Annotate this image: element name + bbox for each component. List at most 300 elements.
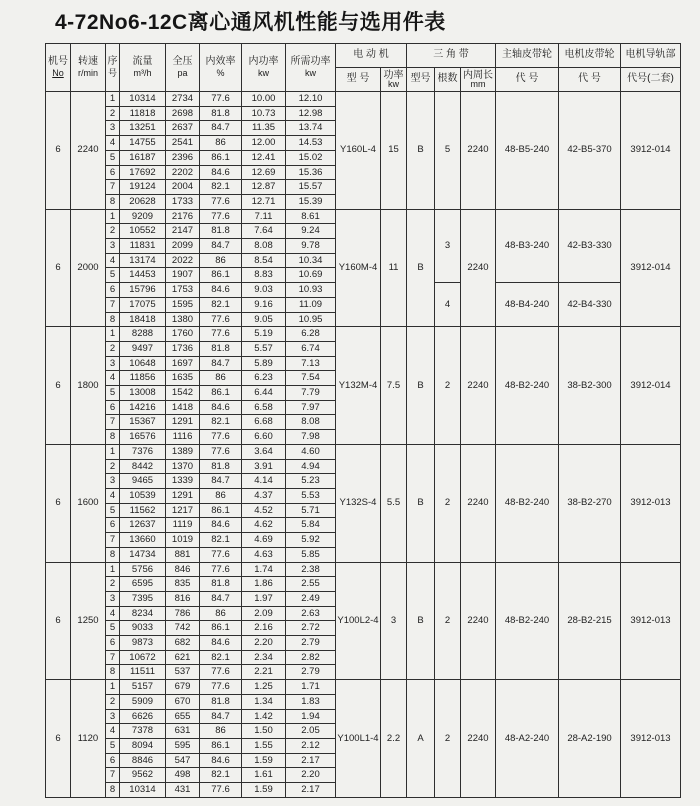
header-speed	[71, 44, 106, 92]
header-internal-power	[242, 44, 286, 92]
motor-pulley-code: 38-B2-300	[559, 327, 621, 445]
header-belt-count	[435, 68, 461, 92]
flow-m3h: 14453	[120, 268, 166, 283]
header-seq	[106, 44, 120, 92]
efficiency-pct: 82.1	[200, 533, 242, 548]
internal-power-kw: 6.23	[242, 371, 286, 386]
header-efficiency-line: %	[216, 67, 225, 78]
flow-m3h: 13008	[120, 386, 166, 401]
header-required-power-line: kw	[305, 67, 316, 78]
internal-power-kw: 4.62	[242, 518, 286, 533]
required-power-kw: 15.39	[286, 194, 336, 209]
required-power-kw: 7.98	[286, 430, 336, 445]
header-motor-pulley-group	[559, 44, 621, 68]
flow-m3h: 9562	[120, 768, 166, 783]
efficiency-pct: 86.1	[200, 386, 242, 401]
pressure-pa: 1736	[166, 341, 200, 356]
belt-count: 2	[435, 680, 461, 798]
belt-count: 2	[435, 444, 461, 562]
seq-no: 7	[106, 180, 120, 195]
internal-power-kw: 2.16	[242, 621, 286, 636]
pressure-pa: 786	[166, 606, 200, 621]
efficiency-pct: 84.7	[200, 356, 242, 371]
internal-power-kw: 5.57	[242, 341, 286, 356]
efficiency-pct: 86	[200, 253, 242, 268]
flow-m3h: 11562	[120, 503, 166, 518]
pressure-pa: 1019	[166, 533, 200, 548]
required-power-kw: 7.54	[286, 371, 336, 386]
seq-no: 2	[106, 106, 120, 121]
flow-m3h: 14755	[120, 136, 166, 151]
internal-power-kw: 4.63	[242, 547, 286, 562]
efficiency-pct: 86.1	[200, 738, 242, 753]
internal-power-kw: 1.42	[242, 709, 286, 724]
seq-no: 4	[106, 371, 120, 386]
pressure-pa: 655	[166, 709, 200, 724]
flow-m3h: 18418	[120, 312, 166, 327]
efficiency-pct: 84.7	[200, 239, 242, 254]
header-vbelt-group	[407, 44, 496, 68]
efficiency-pct: 81.8	[200, 224, 242, 239]
required-power-kw: 7.97	[286, 400, 336, 415]
flow-m3h: 5157	[120, 680, 166, 695]
header-motor-model	[336, 68, 381, 92]
motor-pulley-code: 42-B4-330	[559, 283, 621, 327]
data-row	[46, 680, 681, 695]
efficiency-pct: 81.8	[200, 341, 242, 356]
pressure-pa: 1291	[166, 488, 200, 503]
rail-code: 3912-013	[621, 562, 681, 680]
seq-no: 3	[106, 356, 120, 371]
motor-power-kw: 5.5	[381, 444, 407, 562]
motor-power-kw: 3	[381, 562, 407, 680]
internal-power-kw: 4.52	[242, 503, 286, 518]
required-power-kw: 15.36	[286, 165, 336, 180]
internal-power-kw: 3.91	[242, 459, 286, 474]
pressure-pa: 547	[166, 753, 200, 768]
header-pressure-line: 全压	[172, 56, 193, 67]
header-flow-line: m³/h	[133, 67, 152, 78]
efficiency-pct: 77.6	[200, 547, 242, 562]
required-power-kw: 1.94	[286, 709, 336, 724]
efficiency-pct: 77.6	[200, 327, 242, 342]
header-machine-no	[46, 44, 71, 92]
header-belt-model	[407, 68, 435, 92]
header-rail-group	[621, 44, 681, 68]
flow-m3h: 8442	[120, 459, 166, 474]
header-belt-length-line: 内周长	[463, 69, 493, 81]
seq-no: 3	[106, 474, 120, 489]
pressure-pa: 498	[166, 768, 200, 783]
seq-no: 6	[106, 636, 120, 651]
seq-no: 5	[106, 268, 120, 283]
efficiency-pct: 84.7	[200, 474, 242, 489]
efficiency-pct: 81.8	[200, 459, 242, 474]
internal-power-kw: 7.11	[242, 209, 286, 224]
internal-power-kw: 1.59	[242, 753, 286, 768]
flow-m3h: 6595	[120, 577, 166, 592]
header-seq-line: 序	[107, 56, 118, 67]
efficiency-pct: 81.8	[200, 577, 242, 592]
belt-model: B	[407, 92, 435, 210]
header-rail-group-line: 电机导轨部	[625, 49, 676, 61]
efficiency-pct: 82.1	[200, 415, 242, 430]
required-power-kw: 15.02	[286, 150, 336, 165]
belt-model: B	[407, 562, 435, 680]
efficiency-pct: 86	[200, 136, 242, 151]
pressure-pa: 631	[166, 724, 200, 739]
header-speed-line: 转速	[78, 56, 98, 67]
motor-power-kw: 7.5	[381, 327, 407, 445]
efficiency-pct: 86.1	[200, 503, 242, 518]
seq-no: 6	[106, 283, 120, 298]
efficiency-pct: 82.1	[200, 650, 242, 665]
flow-m3h: 9209	[120, 209, 166, 224]
seq-no: 4	[106, 724, 120, 739]
efficiency-pct: 77.6	[200, 680, 242, 695]
pressure-pa: 2734	[166, 92, 200, 107]
seq-no: 7	[106, 768, 120, 783]
header-flow	[120, 44, 166, 92]
belt-inner-length-mm: 2240	[461, 209, 496, 327]
internal-power-kw: 1.59	[242, 783, 286, 798]
flow-m3h: 5756	[120, 562, 166, 577]
seq-no: 3	[106, 239, 120, 254]
rail-code: 3912-014	[621, 209, 681, 327]
internal-power-kw: 10.73	[242, 106, 286, 121]
required-power-kw: 11.09	[286, 297, 336, 312]
flow-m3h: 8234	[120, 606, 166, 621]
required-power-kw: 10.93	[286, 283, 336, 298]
internal-power-kw: 2.20	[242, 636, 286, 651]
efficiency-pct: 77.6	[200, 665, 242, 680]
internal-power-kw: 6.68	[242, 415, 286, 430]
flow-m3h: 9873	[120, 636, 166, 651]
internal-power-kw: 3.64	[242, 444, 286, 459]
flow-m3h: 9465	[120, 474, 166, 489]
header-shaft-pulley-group	[496, 44, 559, 68]
seq-no: 6	[106, 753, 120, 768]
header-efficiency	[200, 44, 242, 92]
required-power-kw: 2.55	[286, 577, 336, 592]
seq-no: 6	[106, 400, 120, 415]
internal-power-kw: 6.58	[242, 400, 286, 415]
header-motor-power-line: kw	[388, 78, 399, 89]
header-motor-pulley-code-line: 代 号	[578, 73, 601, 85]
pressure-pa: 1595	[166, 297, 200, 312]
pressure-pa: 1697	[166, 356, 200, 371]
belt-count: 4	[435, 283, 461, 327]
required-power-kw: 4.60	[286, 444, 336, 459]
required-power-kw: 5.71	[286, 503, 336, 518]
efficiency-pct: 84.6	[200, 400, 242, 415]
internal-power-kw: 2.09	[242, 606, 286, 621]
seq-no: 2	[106, 577, 120, 592]
required-power-kw: 4.94	[286, 459, 336, 474]
flow-m3h: 15796	[120, 283, 166, 298]
seq-no: 3	[106, 591, 120, 606]
pressure-pa: 1418	[166, 400, 200, 415]
flow-m3h: 9033	[120, 621, 166, 636]
flow-m3h: 11511	[120, 665, 166, 680]
belt-inner-length-mm: 2240	[461, 444, 496, 562]
belt-model: B	[407, 444, 435, 562]
required-power-kw: 9.78	[286, 239, 336, 254]
pressure-pa: 1119	[166, 518, 200, 533]
motor-pulley-code: 28-A2-190	[559, 680, 621, 798]
flow-m3h: 9497	[120, 341, 166, 356]
motor-power-kw: 15	[381, 92, 407, 210]
efficiency-pct: 84.7	[200, 709, 242, 724]
header-required-power-line: 所需功率	[290, 56, 331, 67]
efficiency-pct: 77.6	[200, 444, 242, 459]
required-power-kw: 15.57	[286, 180, 336, 195]
flow-m3h: 8094	[120, 738, 166, 753]
header-motor-group	[336, 44, 407, 68]
header-machine-no-line: No	[52, 67, 64, 78]
machine-no: 6	[46, 209, 71, 327]
header-motor-pulley-code	[559, 68, 621, 92]
shaft-pulley-code: 48-B2-240	[496, 562, 559, 680]
rail-code: 3912-013	[621, 444, 681, 562]
flow-m3h: 10552	[120, 224, 166, 239]
efficiency-pct: 77.6	[200, 312, 242, 327]
speed-rpm: 1120	[71, 680, 106, 798]
pressure-pa: 1116	[166, 430, 200, 445]
seq-no: 7	[106, 297, 120, 312]
motor-model: Y160L-4	[336, 92, 381, 210]
header-internal-power-line: kw	[258, 67, 269, 78]
seq-no: 8	[106, 665, 120, 680]
flow-m3h: 13174	[120, 253, 166, 268]
required-power-kw: 2.79	[286, 636, 336, 651]
seq-no: 5	[106, 621, 120, 636]
required-power-kw: 10.95	[286, 312, 336, 327]
header-belt-length	[461, 68, 496, 92]
speed-rpm: 2240	[71, 92, 106, 210]
table-header	[46, 44, 681, 92]
efficiency-pct: 84.7	[200, 121, 242, 136]
required-power-kw: 2.17	[286, 753, 336, 768]
belt-count: 5	[435, 92, 461, 210]
flow-m3h: 10314	[120, 92, 166, 107]
seq-no: 3	[106, 121, 120, 136]
belt-inner-length-mm: 2240	[461, 327, 496, 445]
efficiency-pct: 77.6	[200, 209, 242, 224]
pressure-pa: 1733	[166, 194, 200, 209]
seq-no: 1	[106, 444, 120, 459]
required-power-kw: 2.49	[286, 591, 336, 606]
internal-power-kw: 1.34	[242, 694, 286, 709]
flow-m3h: 17692	[120, 165, 166, 180]
internal-power-kw: 9.16	[242, 297, 286, 312]
pressure-pa: 1635	[166, 371, 200, 386]
pressure-pa: 595	[166, 738, 200, 753]
header-vbelt-group-line: 三 角 带	[433, 49, 469, 61]
pressure-pa: 537	[166, 665, 200, 680]
required-power-kw: 1.71	[286, 680, 336, 695]
fan-performance-table	[45, 43, 681, 798]
pressure-pa: 1753	[166, 283, 200, 298]
shaft-pulley-code: 48-B2-240	[496, 327, 559, 445]
machine-no: 6	[46, 327, 71, 445]
pressure-pa: 2004	[166, 180, 200, 195]
pressure-pa: 2202	[166, 165, 200, 180]
internal-power-kw: 10.00	[242, 92, 286, 107]
seq-no: 8	[106, 783, 120, 798]
internal-power-kw: 6.44	[242, 386, 286, 401]
motor-pulley-code: 42-B5-370	[559, 92, 621, 210]
required-power-kw: 6.74	[286, 341, 336, 356]
efficiency-pct: 82.1	[200, 297, 242, 312]
belt-inner-length-mm: 2240	[461, 562, 496, 680]
flow-m3h: 8288	[120, 327, 166, 342]
flow-m3h: 16187	[120, 150, 166, 165]
header-seq-line: 号	[107, 67, 117, 78]
seq-no: 4	[106, 606, 120, 621]
pressure-pa: 2099	[166, 239, 200, 254]
pressure-pa: 1339	[166, 474, 200, 489]
shaft-pulley-code: 48-B2-240	[496, 444, 559, 562]
required-power-kw: 5.23	[286, 474, 336, 489]
internal-power-kw: 1.25	[242, 680, 286, 695]
internal-power-kw: 12.71	[242, 194, 286, 209]
flow-m3h: 10672	[120, 650, 166, 665]
header-shaft-pulley-code-line: 代 号	[515, 73, 539, 85]
required-power-kw: 12.10	[286, 92, 336, 107]
pressure-pa: 1907	[166, 268, 200, 283]
seq-no: 7	[106, 533, 120, 548]
flow-m3h: 13251	[120, 121, 166, 136]
pressure-pa: 1542	[166, 386, 200, 401]
flow-m3h: 7395	[120, 591, 166, 606]
rail-code: 3912-013	[621, 680, 681, 798]
required-power-kw: 2.12	[286, 738, 336, 753]
required-power-kw: 5.84	[286, 518, 336, 533]
data-row	[46, 444, 681, 459]
flow-m3h: 7378	[120, 724, 166, 739]
flow-m3h: 11856	[120, 371, 166, 386]
efficiency-pct: 86.1	[200, 621, 242, 636]
seq-no: 7	[106, 650, 120, 665]
required-power-kw: 2.05	[286, 724, 336, 739]
flow-m3h: 14734	[120, 547, 166, 562]
machine-no: 6	[46, 92, 71, 210]
data-row	[46, 562, 681, 577]
header-speed-line: r/min	[78, 67, 98, 78]
required-power-kw: 1.83	[286, 694, 336, 709]
header-motor-power	[381, 68, 407, 92]
seq-no: 5	[106, 386, 120, 401]
flow-m3h: 7376	[120, 444, 166, 459]
internal-power-kw: 5.89	[242, 356, 286, 371]
efficiency-pct: 84.7	[200, 591, 242, 606]
internal-power-kw: 1.74	[242, 562, 286, 577]
belt-model: B	[407, 327, 435, 445]
header-shaft-pulley-code	[496, 68, 559, 92]
flow-m3h: 8846	[120, 753, 166, 768]
required-power-kw: 2.38	[286, 562, 336, 577]
efficiency-pct: 81.8	[200, 694, 242, 709]
belt-model: B	[407, 209, 435, 327]
required-power-kw: 2.63	[286, 606, 336, 621]
belt-inner-length-mm: 2240	[461, 680, 496, 798]
efficiency-pct: 82.1	[200, 768, 242, 783]
efficiency-pct: 84.6	[200, 283, 242, 298]
efficiency-pct: 77.6	[200, 430, 242, 445]
pressure-pa: 2176	[166, 209, 200, 224]
internal-power-kw: 12.00	[242, 136, 286, 151]
header-rail-code-line: 代号(二套)	[627, 73, 674, 85]
required-power-kw: 5.92	[286, 533, 336, 548]
internal-power-kw: 1.86	[242, 577, 286, 592]
motor-pulley-code: 38-B2-270	[559, 444, 621, 562]
seq-no: 2	[106, 341, 120, 356]
internal-power-kw: 2.34	[242, 650, 286, 665]
pressure-pa: 1380	[166, 312, 200, 327]
seq-no: 1	[106, 92, 120, 107]
internal-power-kw: 6.60	[242, 430, 286, 445]
machine-no: 6	[46, 680, 71, 798]
efficiency-pct: 86.1	[200, 150, 242, 165]
required-power-kw: 2.20	[286, 768, 336, 783]
page-title: 4-72No6-12C离心通风机性能与选用件表	[55, 11, 446, 34]
efficiency-pct: 86.1	[200, 268, 242, 283]
header-pressure-line: pa	[177, 67, 188, 78]
internal-power-kw: 8.54	[242, 253, 286, 268]
data-row	[46, 209, 681, 224]
shaft-pulley-code: 48-A2-240	[496, 680, 559, 798]
seq-no: 6	[106, 518, 120, 533]
internal-power-kw: 4.37	[242, 488, 286, 503]
flow-m3h: 5909	[120, 694, 166, 709]
seq-no: 4	[106, 253, 120, 268]
pressure-pa: 2396	[166, 150, 200, 165]
pressure-pa: 621	[166, 650, 200, 665]
seq-no: 8	[106, 194, 120, 209]
required-power-kw: 5.85	[286, 547, 336, 562]
motor-model: Y100L1-4	[336, 680, 381, 798]
seq-no: 8	[106, 312, 120, 327]
data-row	[46, 327, 681, 342]
speed-rpm: 2000	[71, 209, 106, 327]
internal-power-kw: 11.35	[242, 121, 286, 136]
efficiency-pct: 86	[200, 606, 242, 621]
speed-rpm: 1800	[71, 327, 106, 445]
pressure-pa: 816	[166, 591, 200, 606]
internal-power-kw: 1.50	[242, 724, 286, 739]
pressure-pa: 679	[166, 680, 200, 695]
required-power-kw: 7.79	[286, 386, 336, 401]
required-power-kw: 12.98	[286, 106, 336, 121]
pressure-pa: 2022	[166, 253, 200, 268]
pressure-pa: 2698	[166, 106, 200, 121]
flow-m3h: 20628	[120, 194, 166, 209]
header-machine-no-line: 机号	[48, 56, 68, 67]
shaft-pulley-code: 48-B5-240	[496, 92, 559, 210]
table-body	[46, 92, 681, 798]
internal-power-kw: 1.55	[242, 738, 286, 753]
required-power-kw: 5.53	[286, 488, 336, 503]
efficiency-pct: 86	[200, 371, 242, 386]
header-motor-model-line: 型 号	[346, 73, 370, 85]
pressure-pa: 682	[166, 636, 200, 651]
required-power-kw: 13.74	[286, 121, 336, 136]
internal-power-kw: 1.97	[242, 591, 286, 606]
required-power-kw: 14.53	[286, 136, 336, 151]
pressure-pa: 1217	[166, 503, 200, 518]
speed-rpm: 1250	[71, 562, 106, 680]
